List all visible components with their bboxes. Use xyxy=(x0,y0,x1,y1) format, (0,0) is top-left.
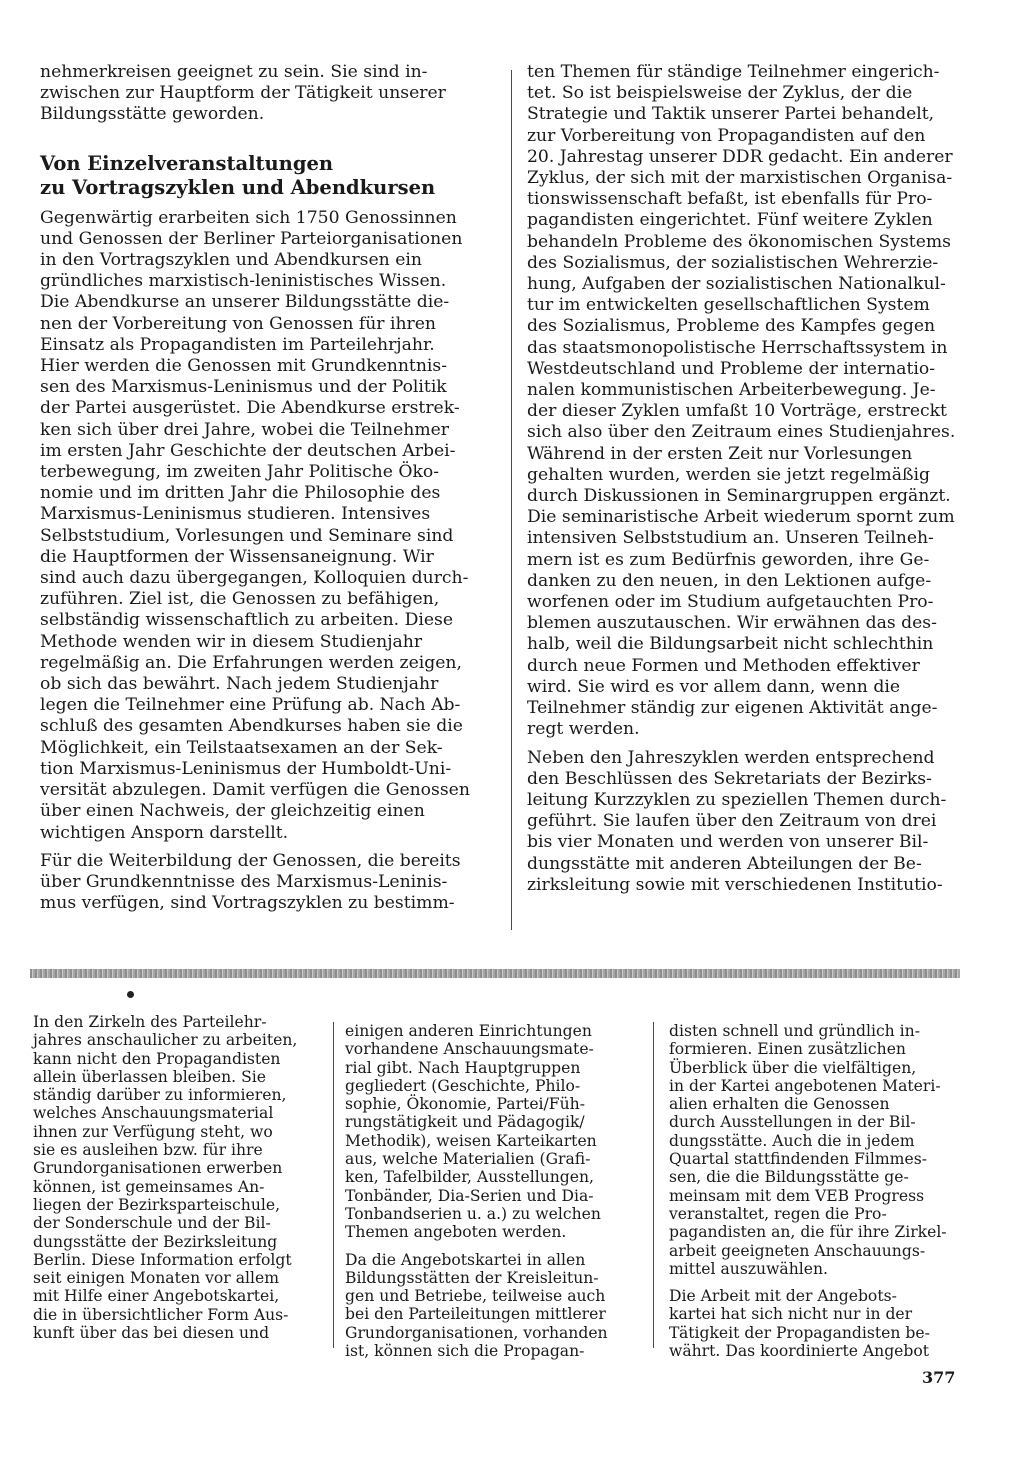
text-line: Westdeutschland und Probleme der internatio- xyxy=(527,358,936,379)
text-line: zirksleitung sowie mit verschiedenen Institutio- xyxy=(527,874,943,895)
text-line: rial gibt. Nach Hauptgruppen xyxy=(345,1058,581,1077)
left-column xyxy=(40,62,491,914)
text-line: disten schnell und gründlich in- xyxy=(669,1022,920,1040)
column-divider xyxy=(511,70,512,930)
text-line: Themen angeboten werden. xyxy=(345,1223,567,1242)
text-line: nehmerkreisen geeignet zu sein. Sie sind in- xyxy=(40,62,428,82)
text-line: dungsstätte der Bezirksleitung xyxy=(33,1232,278,1251)
text-line: Möglichkeit, ein Teilstaatsexamen an der Sek- xyxy=(40,737,443,758)
text-line: Methode wenden wir in diesem Studienjahr xyxy=(40,631,423,652)
text-line: durch Diskussionen in Seminargruppen ergänzt. xyxy=(527,486,951,507)
text-line: jahres anschaulicher zu arbeiten, xyxy=(33,1031,298,1050)
text-line: Einsatz als Propagandisten im Parteilehrjahr. xyxy=(40,334,435,355)
text-line: welches Anschauungsmaterial xyxy=(33,1104,274,1123)
left-paragraph-1 xyxy=(40,208,491,844)
text-line: mus verfügen, sind Vortragszyklen zu bestimm- xyxy=(40,893,455,914)
right-column xyxy=(527,62,967,896)
text-line: nomie und im dritten Jahr die Philosophie des xyxy=(40,483,441,504)
text-line: mern ist es zum Bedürfnis geworden, ihre Ge- xyxy=(527,549,930,570)
text-line: können, ist gemeinsames An- xyxy=(33,1177,265,1196)
text-line: meinsam mit dem VEB Progress xyxy=(669,1186,925,1205)
text-line: Während in der ersten Zeit nur Vorlesungen xyxy=(527,443,913,464)
text-line: ken, Tafelbilder, Ausstellungen, xyxy=(345,1168,595,1187)
text-line: ten Themen für ständige Teilnehmer eingerich- xyxy=(527,62,940,82)
text-line: Grundorganisationen, vorhanden xyxy=(345,1323,608,1342)
text-line: tet. So ist beispielsweise der Zyklus, der die xyxy=(527,83,913,104)
text-line: die in übersichtlicher Form Aus- xyxy=(33,1305,289,1324)
text-line: intensiven Selbststudium an. Unseren Teilneh- xyxy=(527,528,934,549)
text-line: seit einigen Monaten vor allem xyxy=(33,1269,279,1288)
text-line: gründliches marxistisch-leninistisches Wissen. xyxy=(40,271,447,292)
page-number: 377 xyxy=(922,1368,956,1387)
text-line: vorhandene Anschauungsmate- xyxy=(345,1040,594,1059)
box-column-3 xyxy=(669,1022,954,1360)
text-line: hung, Aufgaben der sozialistischen Nationalkul- xyxy=(527,274,946,295)
text-line: Bildungsstätten der Kreisleitun- xyxy=(345,1268,599,1287)
text-line: versität abzulegen. Damit verfügen die Genossen xyxy=(40,780,470,801)
text-line: Tonbänder, Dia-Serien und Dia- xyxy=(345,1186,594,1205)
text-line: Grundorganisationen erwerben xyxy=(33,1159,283,1178)
text-line: mittel auszuwählen. xyxy=(669,1259,828,1278)
text-line: terbewegung, im zweiten Jahr Politische Öko- xyxy=(40,462,440,483)
text-line: ist, können sich die Propagan- xyxy=(345,1342,585,1361)
text-line: zwischen zur Hauptform der Tätigkeit unserer xyxy=(40,83,446,104)
text-line: sophie, Ökonomie, Partei/Füh- xyxy=(345,1095,585,1114)
box-paragraph-2 xyxy=(345,1022,640,1242)
text-line: sie es ausleihen bzw. für ihre xyxy=(33,1141,263,1160)
text-line: gehalten wurden, werden sie jetzt regelmäßig xyxy=(527,464,930,485)
text-line: Methodik), weisen Karteikarten xyxy=(345,1131,597,1150)
text-line: nen der Vorbereitung von Genossen für ihren xyxy=(40,313,436,334)
text-line: sind auch dazu übergegangen, Kolloquien durch- xyxy=(40,568,469,589)
text-line: ihnen zur Verfügung steht, wo xyxy=(33,1122,273,1141)
text-line: die Hauptformen der Wissensaneignung. Wir xyxy=(40,546,434,567)
text-line: zuführen. Ziel ist, die Genossen zu befähigen, xyxy=(40,589,440,610)
text-line: Von Einzelveranstaltungen xyxy=(40,151,334,175)
text-line: Da die Angebotskartei in allen xyxy=(345,1250,586,1269)
text-line: Tätigkeit der Propagandisten be- xyxy=(669,1323,930,1342)
text-line: über Grundkenntnisse des Marxismus-Leninis- xyxy=(40,871,448,892)
text-line: über einen Nachweis, der gleichzeitig einen xyxy=(40,801,425,822)
text-line: Strategie und Taktik unserer Partei behandelt, xyxy=(527,104,935,125)
box-divider-2 xyxy=(653,1022,654,1348)
text-line: 20. Jahrestag unserer DDR gedacht. Ein anderer xyxy=(527,146,953,167)
text-line: ob sich das bewährt. Nach jedem Studienjahr xyxy=(40,674,439,695)
bullet-mark xyxy=(127,991,134,998)
text-line: Bildungsstätte geworden. xyxy=(40,104,265,125)
section-heading xyxy=(40,152,491,200)
text-line: In den Zirkeln des Parteilehr- xyxy=(33,1013,267,1031)
text-line: geführt. Sie laufen über den Zeitraum von drei xyxy=(527,811,937,832)
text-line: Gegenwärtig erarbeiten sich 1750 Genossinnen xyxy=(40,207,457,228)
text-line: Zyklus, der sich mit der marxistischen Organisa- xyxy=(527,168,953,189)
text-line: formieren. Einen zusätzlichen xyxy=(669,1040,906,1059)
text-line: wichtigen Ansporn darstellt. xyxy=(40,822,289,843)
text-line: Tonbandserien u. a.) zu welchen xyxy=(345,1204,601,1223)
text-line: halb, weil die Bildungsarbeit nicht schlechthin xyxy=(527,634,934,655)
text-line: kartei hat sich nicht nur in der xyxy=(669,1305,913,1324)
text-line: in den Vortragszyklen und Abendkursen ein xyxy=(40,250,422,271)
text-line: tur im entwickelten gesellschaftlichen System xyxy=(527,295,930,316)
text-line: des Sozialismus, Probleme des Kampfes gegen xyxy=(527,316,936,337)
text-line: schluß des gesamten Abendkurses haben sie die xyxy=(40,716,463,737)
text-line: mit Hilfe einer Angebotskartei, xyxy=(33,1287,280,1306)
box-paragraph-3 xyxy=(345,1251,640,1361)
box-column-1 xyxy=(33,1013,322,1342)
text-line: regelmäßig an. Die Erfahrungen werden zeigen, xyxy=(40,652,462,673)
text-line: wird. Sie wird es vor allem dann, wenn die xyxy=(527,676,900,697)
text-line: dungsstätte mit anderen Abteilungen der Be- xyxy=(527,853,922,874)
text-line: dungsstätte. Auch die in jedem xyxy=(669,1131,915,1150)
text-line: ken sich über drei Jahre, wobei die Teilnehmer xyxy=(40,419,450,440)
text-line: nalen kommunistischen Arbeiterbewegung. Je- xyxy=(527,380,936,401)
text-line: sich also über den Zeitraum eines Studienjahres. xyxy=(527,422,956,443)
text-line: Die seminaristische Arbeit wiederum spornt zum xyxy=(527,507,955,528)
text-line: aus, welche Materialien (Grafi- xyxy=(345,1150,591,1169)
text-line: der Sonderschule und der Bil- xyxy=(33,1214,271,1233)
text-line: und Genossen der Berliner Parteiorganisationen xyxy=(40,228,463,249)
text-line: durch Ausstellungen in der Bil- xyxy=(669,1113,916,1132)
text-line: Überblick über die vielfältigen, xyxy=(669,1058,917,1077)
text-line: tion Marxismus-Leninismus der Humboldt-Uni- xyxy=(40,758,452,779)
box-paragraph-4 xyxy=(669,1022,954,1278)
text-line: legen die Teilnehmer eine Prüfung ab. Nach Ab- xyxy=(40,695,461,716)
box-column-2 xyxy=(345,1022,640,1360)
text-line: in der Kartei angebotenen Materi- xyxy=(669,1076,941,1095)
text-line: behandeln Probleme des ökonomischen Systems xyxy=(527,231,951,252)
text-line: blemen auszutauschen. Wir erwähnen das des- xyxy=(527,613,937,634)
text-line: währt. Das koordinierte Angebot xyxy=(669,1342,930,1361)
text-line: alien erhalten die Genossen xyxy=(669,1095,890,1114)
text-line: tionswissenschaft befaßt, ist ebenfalls für Pro- xyxy=(527,189,933,210)
text-line: rungstätigkeit und Pädagogik/ xyxy=(345,1113,585,1132)
right-paragraph-1 xyxy=(527,62,967,741)
text-line: das staatsmonopolistische Herrschaftssystem in xyxy=(527,337,948,358)
text-line: der Partei ausgerüstet. Die Abendkurse erstrek- xyxy=(40,398,460,419)
text-line: liegen der Bezirksparteischule, xyxy=(33,1195,281,1214)
text-line: Marxismus-Leninismus studieren. Intensives xyxy=(40,504,431,525)
text-line: zur Vorbereitung von Propagandisten auf den xyxy=(527,125,926,146)
text-line: selbständig wissenschaftlich zu arbeiten. Diese xyxy=(40,610,454,631)
text-line: im ersten Jahr Geschichte der deutschen Arbei- xyxy=(40,440,456,461)
box-divider-1 xyxy=(333,1022,334,1348)
text-line: veranstaltet, regen die Pro- xyxy=(669,1204,887,1223)
text-line: Quartal stattfindenden Filmmes- xyxy=(669,1150,927,1169)
text-line: bis vier Monaten und werden von unserer Bil- xyxy=(527,832,929,853)
text-line: pagandisten an, die für ihre Zirkel- xyxy=(669,1223,947,1242)
text-line: den Beschlüssen des Sekretariats der Bezirks- xyxy=(527,768,932,789)
left-paragraph-2 xyxy=(40,851,491,915)
text-line: durch neue Formen und Methoden effektiver xyxy=(527,655,920,676)
box-paragraph-1 xyxy=(33,1013,322,1342)
intro-paragraph xyxy=(40,62,491,126)
text-line: kunft über das bei diesen und xyxy=(33,1324,270,1343)
text-line: Die Arbeit mit der Angebots- xyxy=(669,1287,897,1306)
box-paragraph-5 xyxy=(669,1287,954,1360)
text-line: des Sozialismus, der sozialistischen Wehrerzie- xyxy=(527,252,939,273)
text-line: worfenen oder im Studium aufgetauchten Pro- xyxy=(527,592,934,613)
text-line: Teilnehmer ständig zur eigenen Aktivität ange- xyxy=(527,698,938,719)
text-line: Für die Weiterbildung der Genossen, die bereits xyxy=(40,850,461,871)
text-line: pagandisten eingerichtet. Fünf weitere Zyklen xyxy=(527,210,933,231)
text-line: sen des Marxismus-Leninismus und der Politik xyxy=(40,377,447,398)
text-line: gen und Betriebe, teilweise auch xyxy=(345,1287,606,1306)
text-line: danken zu den neuen, in den Lektionen aufge- xyxy=(527,570,932,591)
text-line: bei den Parteileitungen mittlerer xyxy=(345,1305,606,1324)
text-line: Neben den Jahreszyklen werden entsprechend xyxy=(527,747,935,768)
text-line: leitung Kurzzyklen zu speziellen Themen durch- xyxy=(527,789,947,810)
text-line: arbeit geeigneten Anschauungs- xyxy=(669,1241,926,1260)
text-line: kann nicht den Propagandisten xyxy=(33,1049,281,1068)
text-line: der dieser Zyklen umfaßt 10 Vorträge, erstreckt xyxy=(527,401,947,422)
text-line: Hier werden die Genossen mit Grundkenntnis- xyxy=(40,356,448,377)
right-paragraph-2 xyxy=(527,748,967,896)
text-line: allein überlassen bleiben. Sie xyxy=(33,1067,266,1086)
text-line: Die Abendkurse an unserer Bildungsstätte die- xyxy=(40,292,450,313)
text-line: Berlin. Diese Information erfolgt xyxy=(33,1250,292,1269)
text-line: ständig darüber zu informieren, xyxy=(33,1086,287,1105)
text-line: gegliedert (Geschichte, Philo- xyxy=(345,1076,581,1095)
text-line: einigen anderen Einrichtungen xyxy=(345,1022,592,1040)
text-line: sen, die die Bildungsstätte ge- xyxy=(669,1168,909,1187)
box-separator-rule xyxy=(30,969,960,978)
text-line: Selbststudium, Vorlesungen und Seminare sind xyxy=(40,525,454,546)
text-line: regt werden. xyxy=(527,719,640,740)
text-line: zu Vortragszyklen und Abendkursen xyxy=(40,175,436,199)
